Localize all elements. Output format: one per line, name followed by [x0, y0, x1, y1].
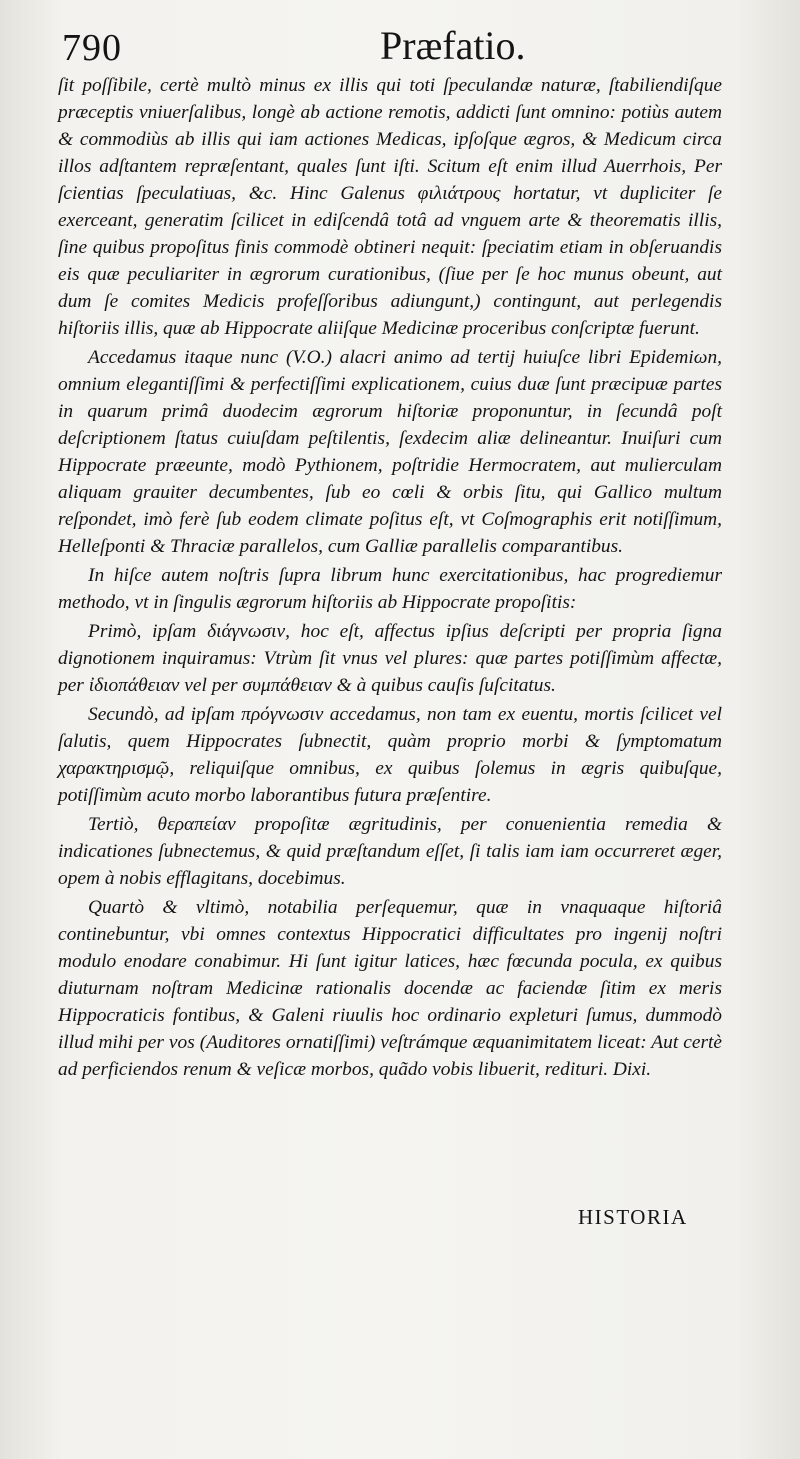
paragraph: Quartò & vltimò, notabilia perſequemur, quæ in vnaquaque hiſtoriâ continebuntur, vbi omnes contextus Hippocratici difficultates pro ingenij noſtri modulo enodare conabimur. Hi ſunt igitur latices, hæc fœcunda pocula, ex quibus diuturnam noſtram Medicinæ rationalis docendæ ac faciendæ ſitim ex meris Hippocraticis fontibus, & Galeni riuulis hoc ordinario expleturi ſumus, dummodò illud mihi per vos (Auditores ornatiſſimi) veſtrámque æquanimitatem liceat: Aut certè ad perficiendos renum & veſicæ morbos, quãdo vobis libuerit, redituri. Dixi.	[58, 897, 722, 1080]
paragraph: In hiſce autem noſtris ſupra librum hunc exercitationibus, hac progrediemur methodo, vt in ſingulis ægrorum hiſtoriis ab Hippocrate propoſitis:	[58, 565, 722, 613]
catchword: HISTORIA	[578, 1205, 688, 1229]
paragraph: Secundò, ad ipſam πρόγνωσιν accedamus, non tam ex euentu, mortis ſcilicet vel ſalutis, quem Hippocrates ſubnectit, quàm proprio morbi & ſymptomatum χαρακτηρισμῷ, reliquiſque omnibus, ex quibus ſolemus in ægris quibuſque, potiſſimùm acuto morbo laborantibus futura præſentire.	[58, 704, 722, 806]
show-through-text	[70, 1085, 730, 1415]
paragraph: Accedamus itaque nunc (V.O.) alacri animo ad tertij huiuſce libri Epidemiωn, omnium elegantiſſimi & perfectiſſimi explicationem, cuius duæ ſunt præcipuæ partes in quarum primâ duodecim ægrorum hiſtoriæ proponuntur, in ſecundâ poſt deſcriptionem ſtatus cuiuſdam peſtilentis, ſexdecim aliæ delineantur. Inuiſuri cum Hippocrate præeunte, modò Pythionem, poſtridie Hermocratem, aut mulierculam aliquam grauiter decumbentes, ſub eo cœli & orbis ſitu, qui Gallico multum reſpondet, imò ferè ſub eodem climate poſitus eſt, vt Coſmographis erit notiſſimum, Helleſponti & Thraciæ parallelos, cum Galliæ parallelis comparantibus.	[58, 347, 722, 557]
page-number: 790	[62, 27, 122, 69]
body-text	[58, 72, 722, 1085]
running-head: Præfatio.	[380, 23, 526, 68]
page-header	[58, 22, 718, 72]
paragraph: Primò, ipſam διάγνωσιν, hoc eſt, affectus ipſius deſcripti per propria ſigna dignotionem inquiramus: Vtrùm ſit vnus vel plures: quæ partes potiſſimùm affectæ, per ἰδιοπάθειαν vel per συμπάθειαν & à quibus cauſis ſuſcitatus.	[58, 621, 722, 696]
paragraph: Tertiò, θεραπείαν propoſitæ ægritudinis, per conuenientia remedia & indicationes ſubnectemus, & quid præſtandum eſſet, ſi talis iam iam occurreret æger, opem à nobis efflagitans, docebimus.	[58, 814, 722, 889]
paragraph: ſit poſſibile, certè multò minus ex illis qui toti ſpeculandæ naturæ, ſtabiliendiſque præceptis vniuerſalibus, longè ab actione remotis, addicti ſunt omnino: potiùs autem & commodiùs ab illis qui iam actiones Medicas, ipſoſque ægros, & Medicum circa illos adſtantem repræſentant, quales ſunt iſti. Scitum eſt enim illud Auerrhois, Per ſcientias ſpeculatiuas, &c. Hinc Galenus φιλιάτρους hortatur, vt dupliciter ſe exerceant, generatim ſcilicet in ediſcendâ totâ ad vnguem arte & theorematis illis, ſine quibus propoſitus finis commodè obtineri nequit: ſpeciatim etiam in obſeruandis eis quæ peculiariter in ægrorum curationibus, (ſiue per ſe hoc munus obeunt, aut dum ſe comites Medicis profeſſoribus adiungunt,) contingunt, aut perlegendis hiſtoriis illis, quæ ab Hippocrate aliiſque Medicinæ proceribus conſcriptæ fuerunt.	[58, 75, 722, 339]
